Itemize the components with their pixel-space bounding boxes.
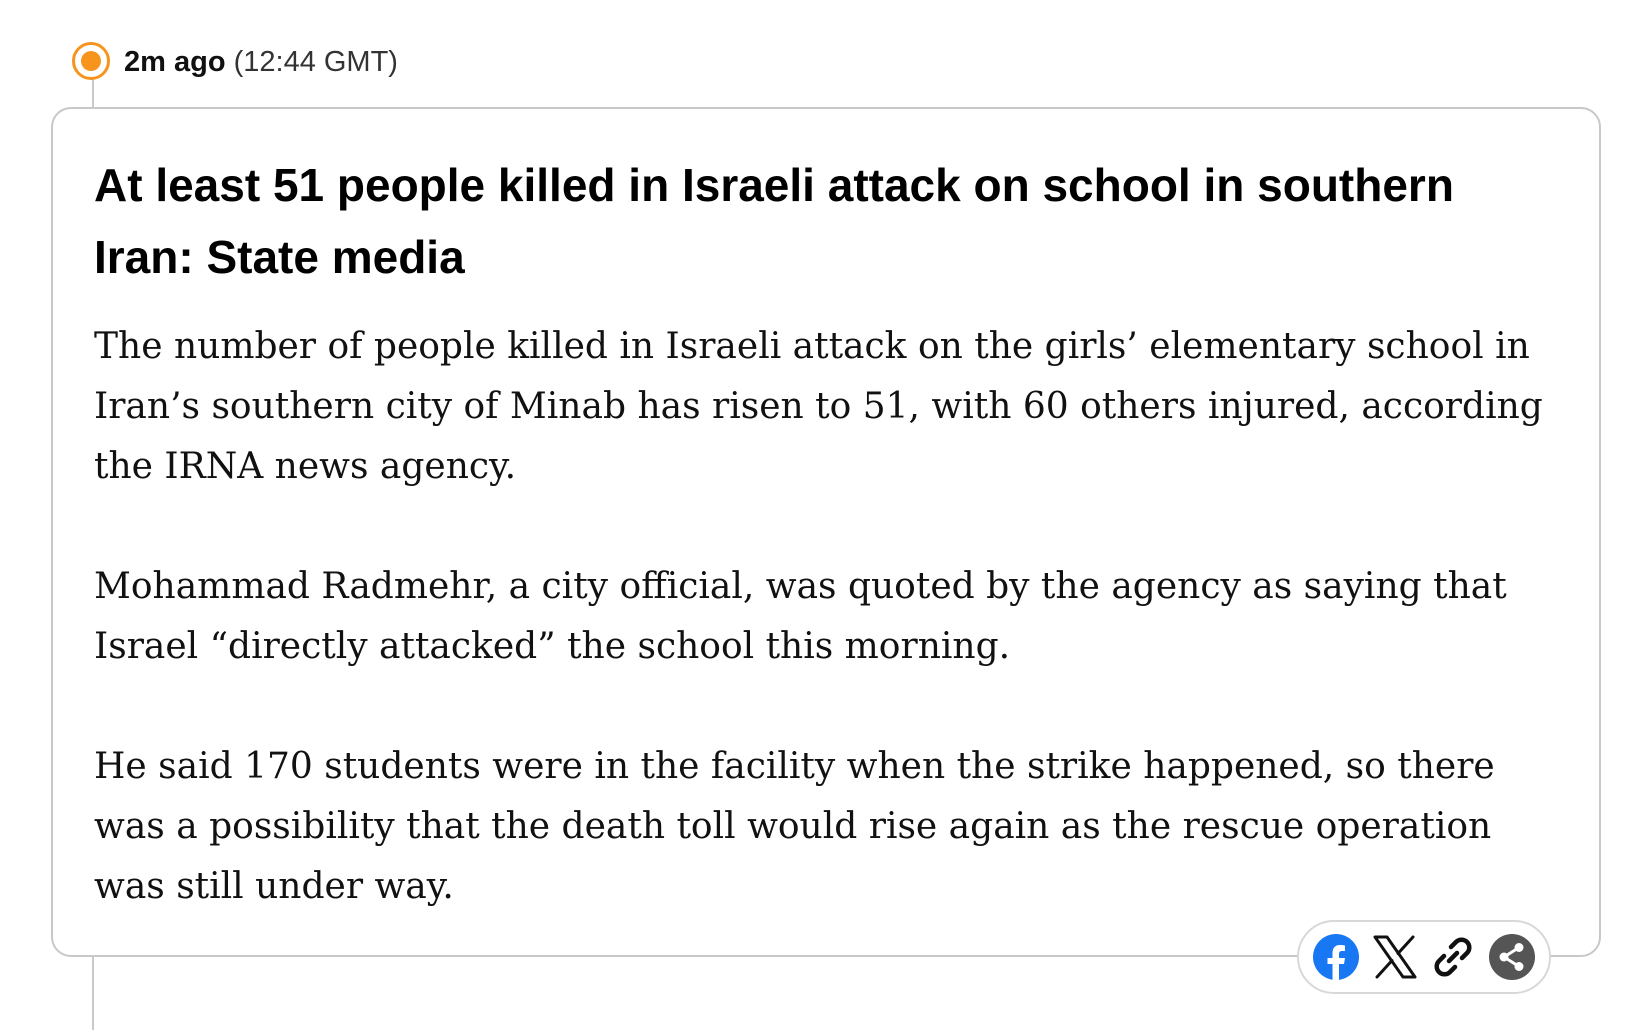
link-icon — [1429, 933, 1477, 981]
time-ago: 2m ago — [124, 46, 226, 78]
post-timestamp — [124, 44, 398, 80]
x-share-button[interactable] — [1369, 931, 1421, 983]
timeline-line — [92, 78, 94, 108]
copy-link-button[interactable] — [1427, 931, 1479, 983]
live-update-card — [51, 107, 1601, 957]
x-icon — [1372, 935, 1418, 979]
facebook-icon — [1312, 933, 1360, 981]
share-icon — [1488, 933, 1536, 981]
facebook-share-button[interactable] — [1310, 931, 1362, 983]
timeline-line — [92, 957, 94, 1030]
live-indicator-icon — [72, 42, 110, 80]
post-paragraph: Mohammad Radmehr, a city official, was quoted by the agency as saying that Israel “directly attacked” the school this morning. — [94, 566, 1507, 667]
post-paragraph: The number of people killed in Israeli attack on the girls’ elementary school in Iran’s southern city of Minab has risen to 51, with 60 others injured, according the IRNA news agency. — [94, 326, 1543, 487]
post-body — [94, 317, 1554, 917]
time-gmt: (12:44 GMT) — [233, 46, 398, 78]
post-paragraph: He said 170 students were in the facility when the strike happened, so there was a possibility that the death toll would rise again as the rescue operation was still under way. — [94, 746, 1495, 907]
more-share-button[interactable] — [1486, 931, 1538, 983]
share-bar — [1297, 920, 1551, 994]
post-headline: At least 51 people killed in Israeli attack on school in southern Iran: State media — [94, 159, 1454, 283]
